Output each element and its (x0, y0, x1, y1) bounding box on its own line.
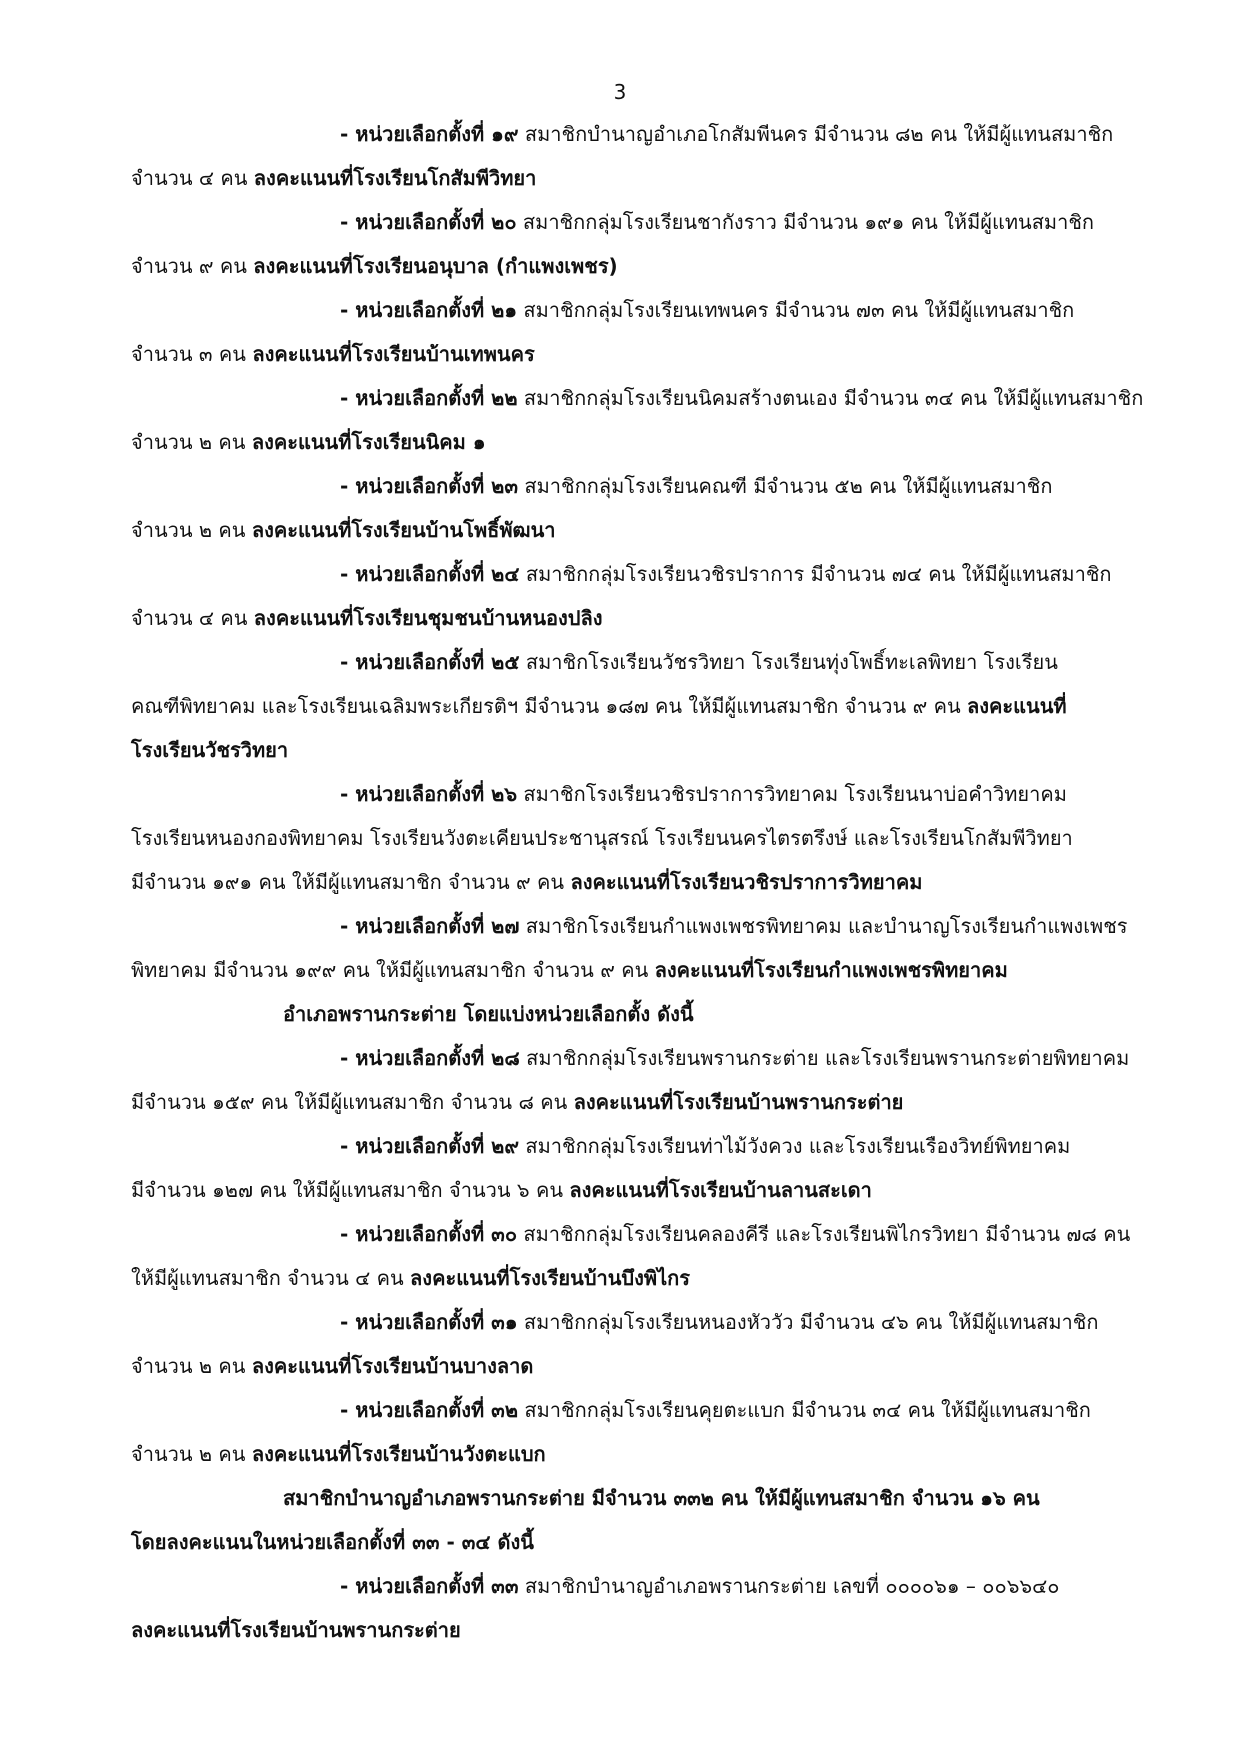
unit-20-line-2: จำนวน ๙ คน ลงคะแนนที่โรงเรียนอนุบาล (กำแพงเพชร) (131, 254, 618, 278)
unit-29-line-1: - หน่วยเลือกตั้งที่ ๒๙ สมาชิกกลุ่มโรงเรียนท่าไม้วังควง และโรงเรียนเรืองวิทย์พิทยาคม (340, 1134, 1071, 1158)
unit-31-line-2: จำนวน ๒ คน ลงคะแนนที่โรงเรียนบ้านบางลาด (131, 1354, 534, 1378)
unit-24-line-2: จำนวน ๔ คน ลงคะแนนที่โรงเรียนชุมชนบ้านหนองปลิง (131, 606, 603, 630)
unit-27-line-2: พิทยาคม มีจำนวน ๑๙๙ คน ให้มีผู้แทนสมาชิก จำนวน ๙ คน ลงคะแนนที่โรงเรียนกำแพงเพชรพิทยาคม (131, 958, 1008, 982)
unit-33-line-2: ลงคะแนนที่โรงเรียนบ้านพรานกระต่าย (131, 1618, 461, 1642)
unit-21-line-1: - หน่วยเลือกตั้งที่ ๒๑ สมาชิกกลุ่มโรงเรียนเทพนคร มีจำนวน ๗๓ คน ให้มีผู้แทนสมาชิก (340, 298, 1075, 322)
unit-22-line-2: จำนวน ๒ คน ลงคะแนนที่โรงเรียนนิคม ๑ (131, 430, 486, 454)
unit-30-line-1: - หน่วยเลือกตั้งที่ ๓๐ สมาชิกกลุ่มโรงเรียนคลองคีรี และโรงเรียนพิไกรวิทยา มีจำนวน ๗๘ คน (340, 1222, 1131, 1246)
unit-25-line-3: โรงเรียนวัชรวิทยา (131, 738, 289, 762)
unit-19-line-2: จำนวน ๔ คน ลงคะแนนที่โรงเรียนโกสัมพีวิทยา (131, 166, 537, 190)
unit-30-line-2: ให้มีผู้แทนสมาชิก จำนวน ๔ คน ลงคะแนนที่โรงเรียนบ้านบึงพิไกร (131, 1266, 690, 1290)
unit-25-line-2: คณฑีพิทยาคม และโรงเรียนเฉลิมพระเกียรติฯ มีจำนวน ๑๘๗ คน ให้มีผู้แทนสมาชิก จำนวน ๙ คน ลงคะแนนที่ (131, 694, 1067, 718)
unit-27-line-1: - หน่วยเลือกตั้งที่ ๒๗ สมาชิกโรงเรียนกำแพงเพชรพิทยาคม และบำนาญโรงเรียนกำแพงเพชร (340, 914, 1128, 938)
unit-29-line-2: มีจำนวน ๑๒๗ คน ให้มีผู้แทนสมาชิก จำนวน ๖ คน ลงคะแนนที่โรงเรียนบ้านลานสะเดา (131, 1178, 872, 1202)
unit-21-line-2: จำนวน ๓ คน ลงคะแนนที่โรงเรียนบ้านเทพนคร (131, 342, 535, 366)
unit-25-line-1: - หน่วยเลือกตั้งที่ ๒๕ สมาชิกโรงเรียนวัชรวิทยา โรงเรียนทุ่งโพธิ์ทะเลพิทยา โรงเรียน (340, 650, 1058, 674)
unit-33-line-1: - หน่วยเลือกตั้งที่ ๓๓ สมาชิกบำนาญอำเภอพรานกระต่าย เลขที่ ๐๐๐๐๖๑ – ๐๐๖๖๔๐ (340, 1574, 1060, 1598)
unit-32-line-1: - หน่วยเลือกตั้งที่ ๓๒ สมาชิกกลุ่มโรงเรียนคุยตะแบก มีจำนวน ๓๔ คน ให้มีผู้แทนสมาชิก (340, 1398, 1091, 1422)
pension-heading-1: สมาชิกบำนาญอำเภอพรานกระต่าย มีจำนวน ๓๓๒ คน ให้มีผู้แทนสมาชิก จำนวน ๑๖ คน (283, 1486, 1040, 1510)
unit-19-line-1: - หน่วยเลือกตั้งที่ ๑๙ สมาชิกบำนาญอำเภอโกสัมพีนคร มีจำนวน ๘๒ คน ให้มีผู้แทนสมาชิก (340, 122, 1114, 146)
unit-28-line-1: - หน่วยเลือกตั้งที่ ๒๘ สมาชิกกลุ่มโรงเรียนพรานกระต่าย และโรงเรียนพรานกระต่ายพิทยาคม (340, 1046, 1130, 1070)
unit-23-line-2: จำนวน ๒ คน ลงคะแนนที่โรงเรียนบ้านโพธิ์พัฒนา (131, 518, 556, 542)
unit-22-line-1: - หน่วยเลือกตั้งที่ ๒๒ สมาชิกกลุ่มโรงเรียนนิคมสร้างตนเอง มีจำนวน ๓๔ คน ให้มีผู้แทนสมาชิก (340, 386, 1144, 410)
unit-31-line-1: - หน่วยเลือกตั้งที่ ๓๑ สมาชิกกลุ่มโรงเรียนหนองหัววัว มีจำนวน ๔๖ คน ให้มีผู้แทนสมาชิก (340, 1310, 1099, 1334)
page-number: 3 (613, 80, 627, 104)
unit-28-line-2: มีจำนวน ๑๕๙ คน ให้มีผู้แทนสมาชิก จำนวน ๘ คน ลงคะแนนที่โรงเรียนบ้านพรานกระต่าย (131, 1090, 904, 1114)
unit-32-line-2: จำนวน ๒ คน ลงคะแนนที่โรงเรียนบ้านวังตะแบก (131, 1442, 546, 1466)
unit-24-line-1: - หน่วยเลือกตั้งที่ ๒๔ สมาชิกกลุ่มโรงเรียนวชิรปราการ มีจำนวน ๗๔ คน ให้มีผู้แทนสมาชิก (340, 562, 1112, 586)
district-heading: อำเภอพรานกระต่าย โดยแบ่งหน่วยเลือกตั้ง ดังนี้ (283, 1002, 694, 1026)
unit-26-line-3: มีจำนวน ๑๙๑ คน ให้มีผู้แทนสมาชิก จำนวน ๙ คน ลงคะแนนที่โรงเรียนวชิรปราการวิทยาคม (131, 870, 923, 894)
unit-26-line-1: - หน่วยเลือกตั้งที่ ๒๖ สมาชิกโรงเรียนวชิรปราการวิทยาคม โรงเรียนนาบ่อคำวิทยาคม (340, 782, 1067, 806)
pension-heading-2: โดยลงคะแนนในหน่วยเลือกตั้งที่ ๓๓ - ๓๔ ดังนี้ (131, 1530, 534, 1554)
unit-20-line-1: - หน่วยเลือกตั้งที่ ๒๐ สมาชิกกลุ่มโรงเรียนชากังราว มีจำนวน ๑๙๑ คน ให้มีผู้แทนสมาชิก (340, 210, 1095, 234)
unit-23-line-1: - หน่วยเลือกตั้งที่ ๒๓ สมาชิกกลุ่มโรงเรียนคณฑี มีจำนวน ๕๒ คน ให้มีผู้แทนสมาชิก (340, 474, 1053, 498)
unit-26-line-2: โรงเรียนหนองกองพิทยาคม โรงเรียนวังตะเคียนประชานุสรณ์ โรงเรียนนครไตรตรึงษ์ และโรงเรียนโกสัมพีวิทยา (131, 826, 1073, 850)
